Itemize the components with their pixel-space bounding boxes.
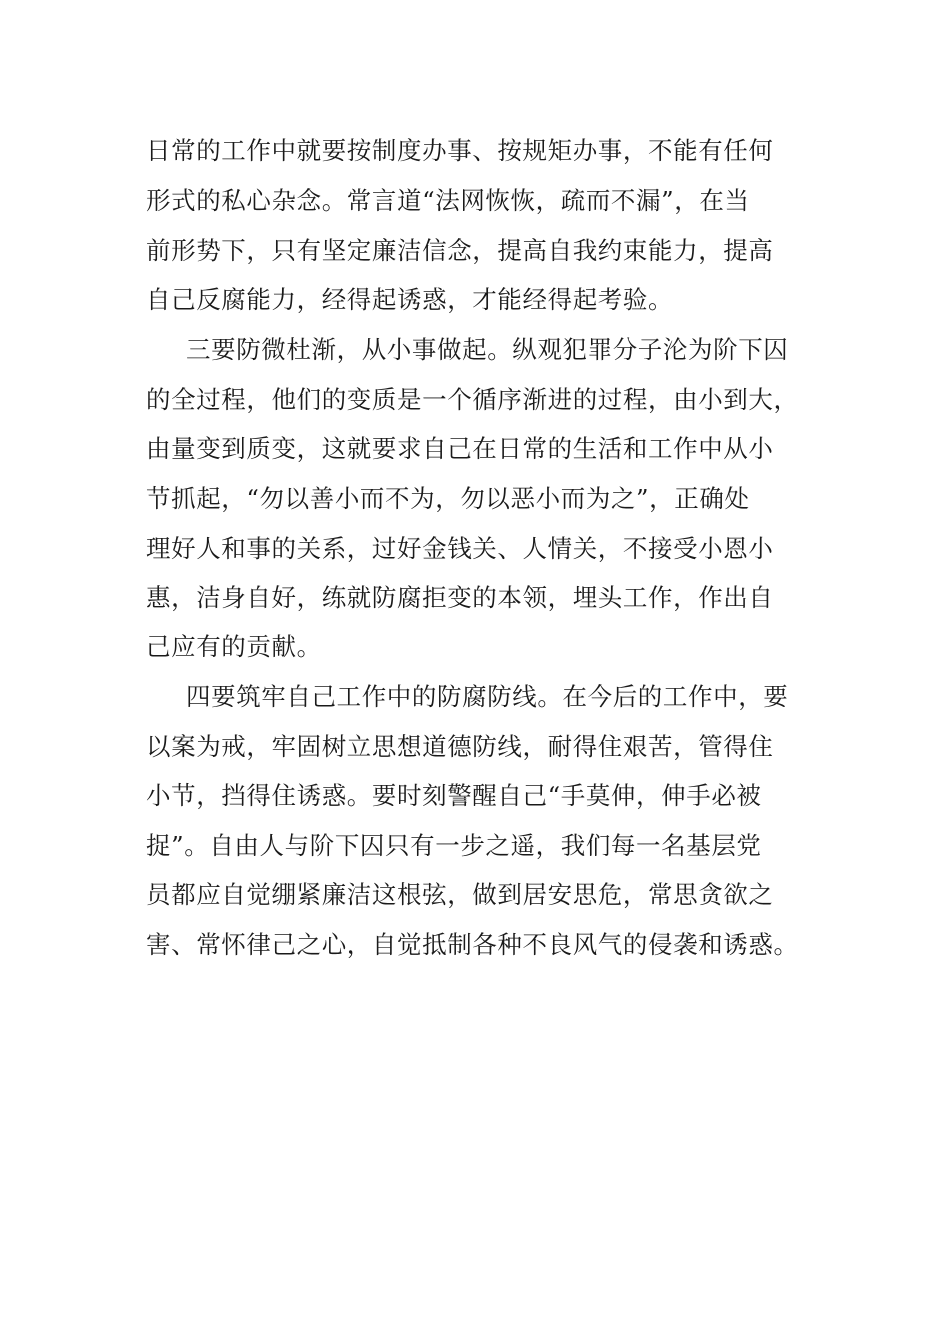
text-line: 节抓起，“勿以善小而不为，勿以恶小而为之”，正确处 [146, 484, 750, 513]
text-line: 自己反腐能力，经得起诱惑，才能经得起考验。 [146, 285, 674, 314]
text-line: 己应有的贡献。 [146, 632, 322, 661]
text-line: 捉”。自由人与阶下囚只有一步之遥，我们每一名基层党 [146, 831, 762, 860]
text-line: 小节，挡得住诱惑。要时刻警醒自己“手莫伸，伸手必被 [146, 781, 762, 810]
text-line: 形式的私心杂念。常言道“法网恢恢，疏而不漏”，在当 [146, 186, 750, 215]
text-line: 由量变到质变，这就要求自己在日常的生活和工作中从小 [146, 434, 774, 463]
paragraph-start-line: 三要防微杜渐，从小事做起。纵观犯罪分子沦为阶下囚 [186, 335, 789, 364]
text-line: 惠，洁身自好，练就防腐拒变的本领，埋头工作，作出自 [146, 583, 774, 612]
text-line: 以案为戒，牢固树立思想道德防线，耐得住艰苦，管得住 [146, 732, 774, 761]
text-line: 理好人和事的关系，过好金钱关、人情关，不接受小恩小 [146, 534, 774, 563]
text-line: 员都应自觉绷紧廉洁这根弦，做到居安思危，常思贪欲之 [146, 880, 774, 909]
paragraph-start-line: 四要筑牢自己工作中的防腐防线。在今后的工作中，要 [186, 682, 789, 711]
text-line: 的全过程，他们的变质是一个循序渐进的过程，由小到大， [146, 385, 799, 414]
text-line: 害、常怀律己之心，自觉抵制各种不良风气的侵袭和诱惑。 [146, 930, 799, 959]
text-line: 日常的工作中就要按制度办事、按规矩办事，不能有任何 [146, 136, 774, 165]
text-line: 前形势下，只有坚定廉洁信念，提高自我约束能力，提高 [146, 236, 774, 265]
